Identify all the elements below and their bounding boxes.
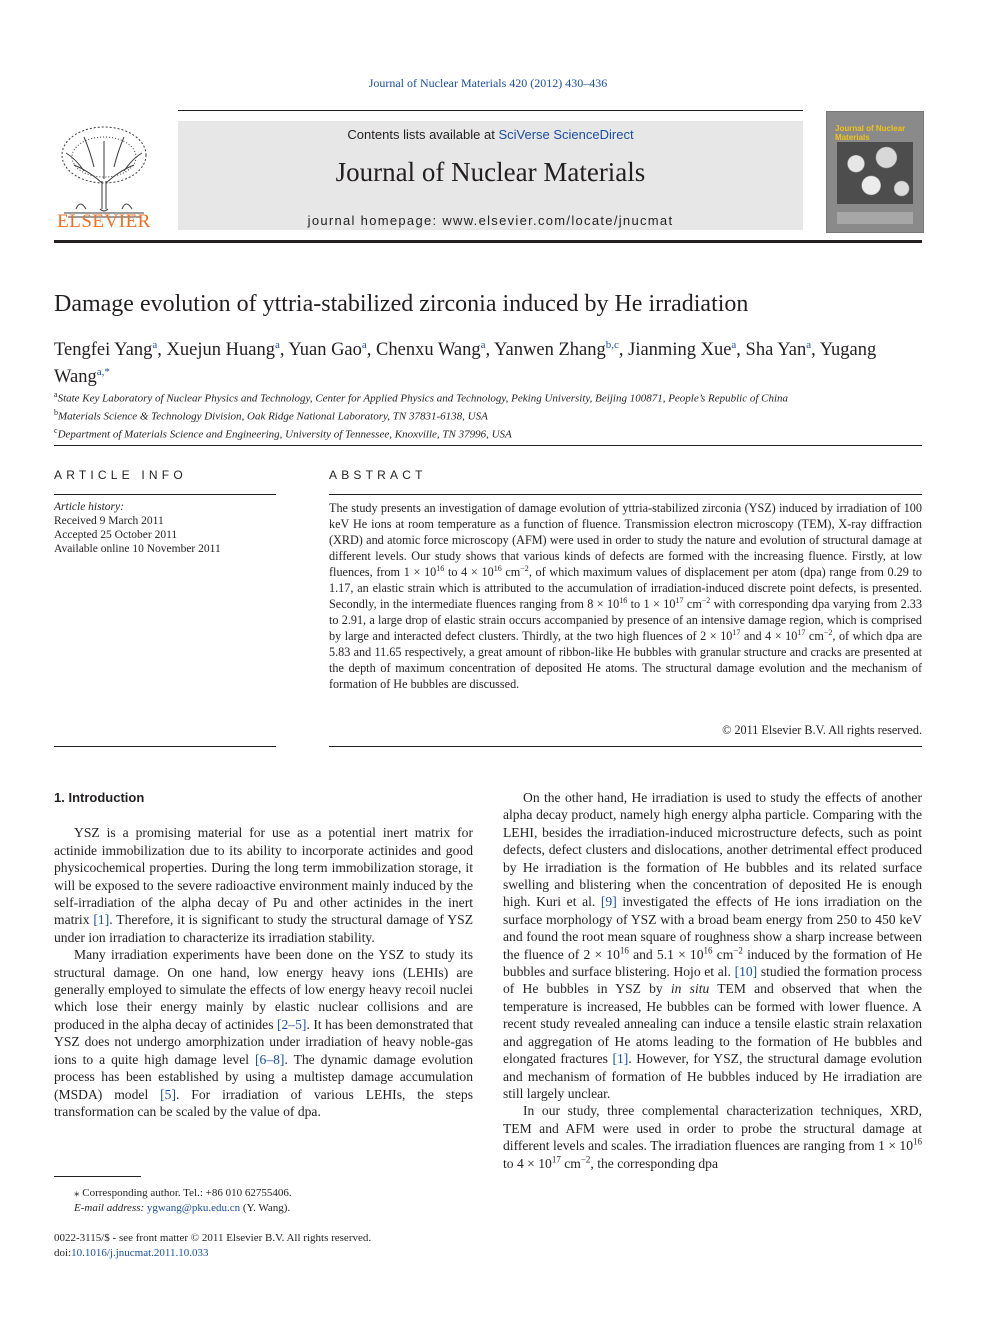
ref-1b-link[interactable]: [1] — [612, 1051, 629, 1067]
author-affiliation-mark[interactable]: a — [806, 339, 812, 351]
author-name: Jianming Xue — [628, 340, 732, 361]
author-name: Yugang Wang — [54, 340, 877, 388]
header-thick-rule — [54, 240, 922, 243]
author-name: Yanwen Zhang — [494, 340, 606, 361]
article-history — [54, 500, 276, 556]
author-affiliation-mark[interactable]: b,c — [605, 339, 619, 351]
cover-title: Journal of Nuclear Materials — [835, 124, 906, 142]
affiliation-line: $^c$Department of Materials Science and Engineering, University of Tennessee, Knoxville, TN 37996, USA — [54, 426, 512, 441]
abstract-heading: ABSTRACT — [329, 468, 427, 482]
body-column-right — [503, 789, 922, 1172]
doi-link[interactable]: 10.1016/j.jnucmat.2011.10.033 — [71, 1246, 209, 1259]
journal-cover-thumbnail — [826, 111, 924, 233]
article-info-rule-top — [54, 494, 276, 495]
ref-5-link[interactable]: [5] — [160, 1086, 176, 1102]
journal-homepage[interactable]: journal homepage: www.elsevier.com/locate/jnucmat — [307, 213, 674, 228]
journal-citation[interactable]: Journal of Nuclear Materials 420 (2012) 430–436 — [368, 76, 608, 90]
history-label: Article history: — [54, 501, 124, 513]
abstract-rule-bottom — [329, 746, 922, 747]
paragraph-4: In our study, three complemental characterization techniques, XRD, TEM and AFM were used in order to probe the structural damage at different levels and scales. The irradiation fluences are ranging from $1 \times 10^{16}$ to $4 \times 10^{17}$ $cm^{-2}$, the corresponding dpa — [503, 1103, 922, 1171]
paragraph-1: YSZ is a promising material for use as a potential inert matrix for actinide immobilization due to its ability to incorporate actinides and good physicochemical properties. During the long term immobilization storage, it will be exposed to the severe radioactive environment mainly induced by the self-irradiation of the alpha decay of Pu and other actinides in the inert matrix [1]. Therefore, it is significant to study the structural damage of YSZ under ion irradiation to characterize its irradiation stability. — [54, 825, 473, 945]
contents-line — [178, 127, 803, 142]
paragraph-2: Many irradiation experiments have been done on the YSZ to study its structural damage. On one hand, low energy heavy ions (LEHIs) are generally employed to simulate the effects of low energy heavy recoil nuclei which lose their energy mainly by elastic nuclear collisions and are produced in the alpha decay of actinides [2–5]. It has been demonstrated that YSZ does not undergo amorphization under irradiation of heavy noble-gas ions to a quite high damage level [6–8]. The dynamic damage evolution process has been established by using a multistep damage accumulation (MSDA) model [5]. For irradiation of various LEHIs, the steps transformation can be scaled by the value of dpa. — [54, 947, 473, 1119]
paragraph-3: On the other hand, He irradiation is used to study the effects of another alpha decay product, namely high energy alpha particle. Comparing with the LEHI, besides the irradiation-induced microstructure defects, such as point defects, defect clusters and dislocations, another detrimental effect produced by He irradiation is the formation of He bubbles and its related surface swelling and blistering when the concentration of deposited He is enough high. Kuri et al. [9] investigated the effects of He ions irradiation on the surface morphology of YSZ with a broad beam energy from 250 to 450 keV and found the root mean square of roughness show a sharp increase between the fluence of $2 \times 10^{16}$ and $5.1 \times 10^{16}$ $cm^{-2}$ induced by the formation of He bubbles and surface blistering. Hojo et al. [10] studied the formation process of He bubbles in YSZ by in situ TEM and observed that when the temperature is increased, He bubbles can be formed with lower fluence. A recent study revealed annealing can induce a tensile elastic strain relaxation and aggregation of He atoms leading to the formation of He bubbles and elongated fractures [1]. However, for YSZ, the structural damage evolution and mechanism of formation of He bubbles induced by He irradiation are still largely unclear. — [503, 790, 923, 1101]
email-note: E-mail address: ygwang@pku.edu.cn (Y. Wang). — [74, 1201, 291, 1214]
abstract-rule-top — [329, 494, 922, 495]
front-matter-meta — [54, 1231, 554, 1260]
author-name: Yuan Gao — [288, 340, 362, 361]
doi-line: doi:10.1016/j.jnucmat.2011.10.033 — [54, 1246, 209, 1259]
history-online: Available online 10 November 2011 — [54, 543, 221, 555]
author-affiliation-mark[interactable]: a — [274, 339, 280, 351]
corresponding-author-note: ⁎ Corresponding author. Tel.: +86 010 62755406. — [74, 1187, 292, 1199]
section-heading-introduction: 1. Introduction — [54, 790, 145, 805]
elsevier-wordmark: ELSEVIER — [57, 211, 151, 232]
author-name: Sha Yan — [745, 340, 807, 361]
issn-line: 0022-3115/$ - see front matter © 2011 Elsevier B.V. All rights reserved. — [54, 1232, 372, 1244]
author-name: Xuejun Huang — [166, 340, 275, 361]
journal-header-box — [178, 121, 803, 230]
affiliation-line: $^a$State Key Laboratory of Nuclear Physics and Technology, Center for Applied Physics and Technology, Peking University, Beijing 100871, People’s Republic of China — [54, 390, 789, 405]
journal-name: Journal of Nuclear Materials — [335, 157, 646, 187]
ref-9-link[interactable]: [9] — [600, 894, 617, 910]
sciencedirect-link[interactable]: SciVerse ScienceDirect — [498, 127, 634, 142]
author-affiliation-mark[interactable]: a — [480, 339, 486, 351]
affiliation-line: $^b$Materials Science & Technology Division, Oak Ridge National Laboratory, TN 37831-6138, USA — [54, 408, 488, 423]
article-info-heading: ARTICLE INFO — [54, 468, 187, 482]
history-received: Received 9 March 2011 — [54, 515, 164, 527]
author-name: Chenxu Wang — [376, 340, 481, 361]
author-affiliation-mark[interactable]: a — [361, 339, 367, 351]
email-link[interactable]: ygwang@pku.edu.cn — [146, 1201, 241, 1214]
abstract-text: The study presents an investigation of damage evolution of yttria-stabilized zirconia (YSZ) induced by irradiation of 100 keV He ions at room temperature as a function of fluence. Transmission electron microscopy (TEM), X-ray diffraction (XRD) and atomic force microscopy (AFM) were used in order to study the nature and evolution of structural damage at different levels. Our study shows that various kinds of defects are formed with the increasing fluence. Firstly, at low fluences, from $1 \times 10^{16}$ to $4 \times 10^{16}$ $cm^{-2}$, of which maximum values of displacement per atom (dpa) range from 0.29 to 1.17, an elastic strain which is attributed to the accumulation of irradiation-induced discrete point defects, is presented. Secondly, in the intermediate fluences ranging from $8 \times 10^{16}$ to $1 \times 10^{17}$ $cm^{-2}$ with corresponding dpa varying from 2.33 to 2.91, a large drop of elastic strain occurs accompanied by presence of an intensive damage region, which is comprised by large and interacted defect clusters. Thirdly, at the two high fluences of $2 \times 10^{17}$ and $4 \times 10^{17}$ $cm^{-2}$, of which dpa are 5.83 and 11.65 respectively, a great amount of ribbon-like He bubbles with granular structure and cracks are presented at the depth of maximum concentration of deposited He atoms. The structural damage evolution and the mechanism of formation of He bubbles are discussed. — [329, 501, 923, 691]
contents-prefix: Contents lists available at — [347, 127, 499, 142]
ref-6-8-link[interactable]: [6–8] — [255, 1051, 285, 1067]
cover-micrograph — [837, 142, 913, 204]
article-info-rule-bottom — [54, 746, 276, 747]
title-block-rule — [54, 445, 922, 446]
affiliations — [54, 388, 934, 442]
author-affiliation-mark[interactable]: a,* — [96, 366, 110, 379]
abstract-copyright: © 2011 Elsevier B.V. All rights reserved. — [722, 723, 922, 737]
footnotes — [54, 1186, 473, 1215]
paper-title: Damage evolution of yttria-stabilized zirconia induced by He irradiation — [54, 291, 749, 317]
history-accepted: Accepted 25 October 2011 — [54, 529, 178, 541]
author-list: Tengfei Yang$^a$, Xuejun Huang$^a$, Yuan Gao$^a$, Chenxu Wang$^a$, Yanwen Zhang$^{b,c}$, Jianming Xue$^a$, Sha Yan$^a$, Yugang Wang$^{a,*}$ — [54, 339, 877, 388]
cover-footer-band — [837, 212, 913, 224]
ref-2-5-link[interactable]: [2–5] — [276, 1016, 307, 1032]
footnote-rule — [54, 1176, 141, 1177]
ref-10-link[interactable]: [10] — [734, 964, 758, 980]
author-affiliation-mark[interactable]: a — [152, 339, 158, 351]
body-column-left — [54, 789, 473, 1120]
top-rule — [178, 110, 803, 111]
author-name: Tengfei Yang — [54, 340, 153, 361]
ref-1-link[interactable]: [1] — [93, 912, 110, 928]
author-affiliation-mark[interactable]: a — [731, 339, 737, 351]
